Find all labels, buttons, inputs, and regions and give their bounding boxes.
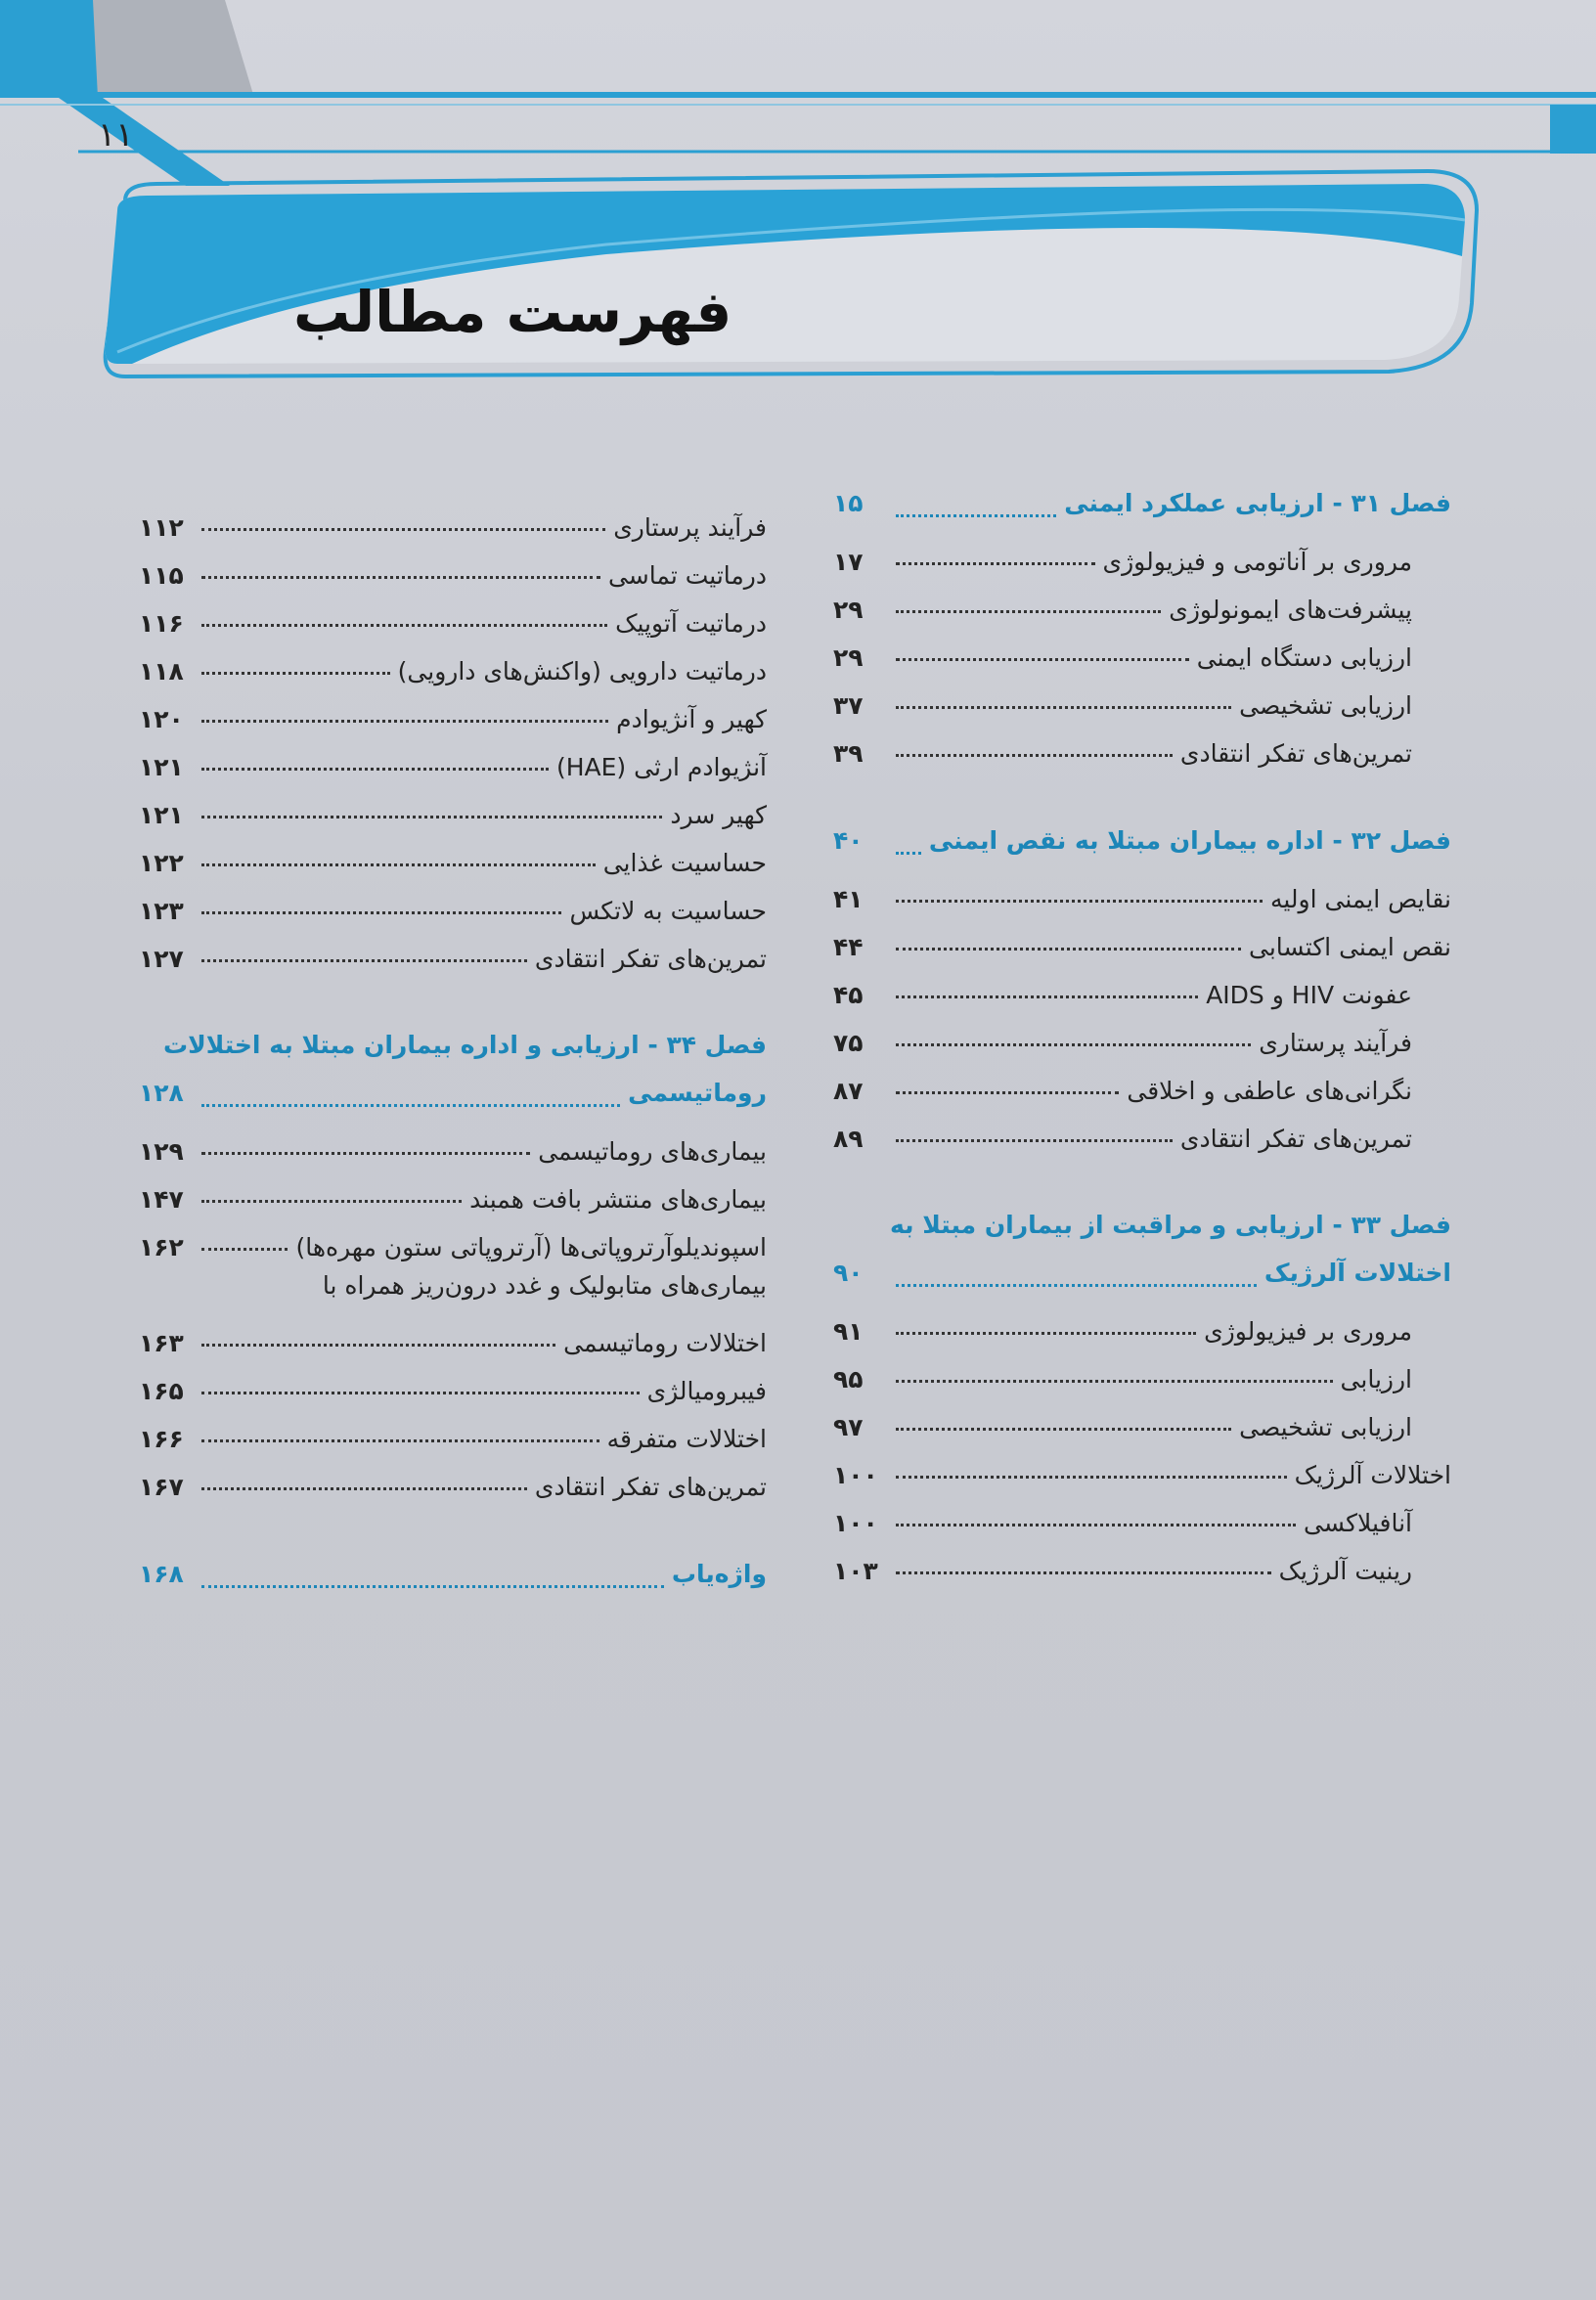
toc-entry[interactable]: پیشرفت‌های ایمونولوژی ۲۹ <box>833 596 1412 624</box>
toc-entry[interactable]: فرآیند پرستاری ۱۱۲ <box>139 513 767 542</box>
toc-entry[interactable]: ارزیابی تشخیصی ۳۷ <box>833 691 1412 720</box>
toc-entry[interactable]: مروری بر فیزیولوژی ۹۱ <box>833 1317 1412 1346</box>
page-title: فهرست مطالب <box>293 279 732 345</box>
toc-entry[interactable]: رینیت آلرژیک ۱۰۳ <box>833 1557 1412 1585</box>
toc-entry[interactable]: حساسیت غذایی ۱۲۲ <box>139 849 767 877</box>
page-number: ۱۱ <box>98 115 134 155</box>
toc-entry[interactable]: درماتیت تماسی ۱۱۵ <box>139 561 767 590</box>
toc-index <box>139 1550 767 1599</box>
toc-entry[interactable]: اسپوندیلوآرتروپاتی‌ها (آرتروپاتی ستون مهره‌ها) ۱۶۲ <box>139 1233 767 1261</box>
toc-entry[interactable]: آنژیوادم ارثی (HAE) ۱۲۱ <box>139 753 767 781</box>
header-decoration <box>0 0 1596 411</box>
toc-entry[interactable]: تمرین‌های تفکر انتقادی ۳۹ <box>833 739 1412 768</box>
toc-chapter-32 <box>833 817 1451 1153</box>
toc-entry[interactable]: اختلالات روماتیسمی ۱۶۳ <box>139 1329 767 1357</box>
toc-chapter-31 <box>833 479 1451 768</box>
toc-entry[interactable]: نگرانی‌های عاطفی و اخلاقی ۸۷ <box>833 1077 1412 1105</box>
toc-entry[interactable]: ارزیابی تشخیصی ۹۷ <box>833 1413 1412 1441</box>
toc-entry[interactable]: اختلالات آلرژیک ۱۰۰ <box>833 1461 1451 1489</box>
chapter-heading[interactable]: فصل ۳۱ - ارزیابی عملکرد ایمنی ۱۵ <box>833 489 1451 517</box>
toc-entry[interactable]: نقایص ایمنی اولیه ۴۱ <box>833 885 1451 913</box>
corner-blue-diagonal <box>59 98 230 186</box>
toc-entry[interactable]: حساسیت به لاتکس ۱۲۳ <box>139 897 767 925</box>
corner-blue-wedge <box>0 0 98 98</box>
toc-right-column <box>833 479 1451 1634</box>
toc-entry[interactable]: فرآیند پرستاری ۷۵ <box>833 1029 1412 1057</box>
toc-entry[interactable]: ارزیابی دستگاه ایمنی ۲۹ <box>833 643 1412 672</box>
toc-left-column <box>139 494 767 1648</box>
chapter-heading[interactable]: روماتیسمی ۱۲۸ <box>139 1079 767 1107</box>
toc-entry[interactable]: تمرین‌های تفکر انتقادی ۱۲۷ <box>139 945 767 973</box>
toc-chapter-33-continued <box>139 494 767 973</box>
toc-entry[interactable]: بیماری‌های منتشر بافت همبند ۱۴۷ <box>139 1185 767 1214</box>
toc-entry[interactable]: ارزیابی ۹۵ <box>833 1365 1412 1393</box>
chapter-heading[interactable]: فصل ۳۲ - اداره بیماران مبتلا به نقص ایمنی ۴۰ <box>833 826 1451 855</box>
chapter-heading-line[interactable]: فصل ۳۳ - ارزیابی و مراقبت از بیماران مبتلا به <box>890 1211 1451 1239</box>
toc-entry[interactable]: نقص ایمنی اکتسابی ۴۴ <box>833 933 1451 961</box>
toc-entry[interactable]: فیبرومیالژی ۱۶۵ <box>139 1377 767 1405</box>
toc-entry[interactable]: عفونت HIV و AIDS ۴۵ <box>833 981 1412 1009</box>
toc-entry[interactable]: کهیر و آنژیوادم ۱۲۰ <box>139 705 767 733</box>
toc-entry[interactable]: اختلالات متفرقه ۱۶۶ <box>139 1425 767 1453</box>
toc-chapter-34 <box>139 1022 767 1501</box>
toc-entry[interactable]: کهیر سرد ۱۲۱ <box>139 801 767 829</box>
toc-entry[interactable]: درماتیت آتوپیک ۱۱۶ <box>139 609 767 638</box>
toc-entry[interactable]: آنافیلاکسی ۱۰۰ <box>833 1509 1412 1537</box>
index-heading[interactable]: واژه‌یاب ۱۶۸ <box>139 1560 767 1588</box>
toc-entry[interactable]: مروری بر آناتومی و فیزیولوژی ۱۷ <box>833 548 1412 576</box>
toc-entry[interactable]: درماتیت دارویی (واکنش‌های دارویی) ۱۱۸ <box>139 657 767 686</box>
toc-entry[interactable]: تمرین‌های تفکر انتقادی ۱۶۷ <box>139 1473 767 1501</box>
toc-entry-line[interactable]: بیماری‌های متابولیک و غدد درون‌ریز همراه با <box>322 1271 767 1300</box>
toc-chapter-33 <box>833 1202 1451 1585</box>
toc-entry[interactable]: بیماری‌های روماتیسمی ۱۲۹ <box>139 1137 767 1166</box>
toc-entry[interactable]: تمرین‌های تفکر انتقادی ۸۹ <box>833 1125 1412 1153</box>
chapter-heading[interactable]: اختلالات آلرژیک ۹۰ <box>833 1259 1451 1287</box>
chapter-heading-line[interactable]: فصل ۳۴ - ارزیابی و اداره بیماران مبتلا به اختلالات <box>162 1031 767 1059</box>
